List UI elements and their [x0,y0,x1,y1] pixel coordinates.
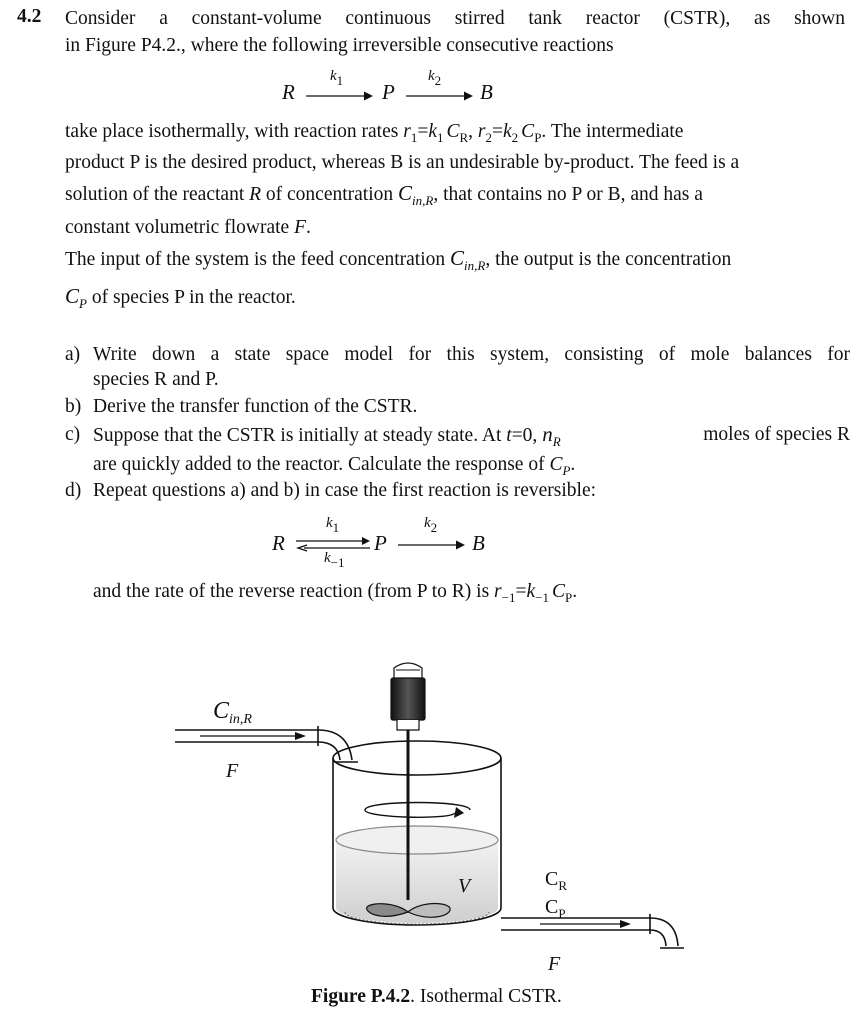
question-d-line-1: Repeat questions a) and b) in case the first reaction is reversible: [93,480,597,501]
reactor-tank [333,741,501,925]
para-line-1-tail: . The intermediate [541,121,684,142]
inlet-flow-label: F [226,760,239,782]
outlet-pipe [501,914,684,948]
species-P: P [382,80,395,104]
species-B: B [480,80,493,104]
forward-arrow-2 [404,90,474,102]
rev-species-P: P [374,531,387,555]
question-c-label: c) [65,424,81,445]
outlet-cp-label: $C_P$ [545,896,566,921]
rate-constant-k2: k [428,68,435,84]
outlet-flow-arrow [620,920,631,928]
para-line-2: product P is the desired product, whereas B is an undesirable by-product. The feed is a [65,152,740,173]
cin-symbol-2: $C_{in,R}$ [450,246,486,273]
question-b-label: b) [65,396,82,417]
intro-line-2: in Figure P4.2., where the following irreversible consecutive reactions [65,35,614,56]
para-line-4: constant volumetric flowrate F. [65,217,311,238]
question-c-line-2: are quickly added to the reactor. Calculate the response of $C_P$. [93,454,576,478]
reversible-reaction-scheme: R $k_1$ $k_{-1}$ P $k_2$ B [272,515,485,570]
inlet-concentration-label: $C_{in,R}$ [213,698,252,727]
question-d-line-2: and the rate of the reverse reaction (from P to R) is $r_{-1}=k_{-1}$ $C_P$. [93,581,578,605]
question-a-line-2: species R and P. [93,369,219,390]
para-line-3: solution of the reactant R of concentration $C_{in,R}$, that contains no P or B, and has a [65,181,703,208]
motor [391,678,425,720]
k1-subscript: 1 [336,73,344,88]
cp-symbol: $C_P$ [65,284,87,311]
nr-symbol: $n_R$ [542,422,561,449]
question-a-line-1: Write down a state space model for this system, consisting of mole balances for [93,344,850,365]
rev-k1: k [326,515,333,531]
para-line-1: take place isothermally, with reaction rates $r_1=k_1$ $C_R$, $r_2=k_2$ $C_P$. The intermediate [65,121,684,145]
para-line-1-text: take place isothermally, with reaction rates [65,121,404,142]
inlet-pipe [175,726,358,762]
question-a-label: a) [65,344,81,365]
intro-line-1: Consider a constant-volume continuous stirred tank reactor (CSTR), as shown [65,8,845,29]
para-line-6: $C_P$ of species P in the reactor. [65,284,296,311]
para-line-5: The input of the system is the feed concentration $C_{in,R}$, the output is the concentration [65,246,732,273]
rev-species-B: B [472,531,485,555]
rate-r-minus-1: $r_{-1}=k_{-1}$ $C_P$ [494,581,573,605]
inlet-flow-arrow [295,732,306,740]
question-b-line-1: Derive the transfer function of the CSTR. [93,396,418,417]
reaction-scheme [270,70,520,110]
cin-symbol: $C_{in,R}$ [398,181,434,208]
species-R: R [282,80,295,104]
figure-caption: Figure P.4.2. Isothermal CSTR. [311,986,562,1007]
rev-k2: k [424,515,431,531]
question-c-line-1: Suppose that the CSTR is initially at steady state. At t=0, $n_R$ moles of species R [93,422,850,449]
swirl-arrow [365,803,470,818]
rate-r1: $r_1=k_1$ $C_R$ [403,121,469,145]
outlet-cr-label: $C_R$ [545,868,568,893]
volume-label: V [458,875,471,897]
rate-constant-k1: k [330,68,337,84]
k2-subscript: 2 [434,73,442,88]
rev-forward-arrow [396,539,466,551]
forward-arrow-1 [304,90,374,102]
outlet-flow-label: F [548,953,561,975]
problem-number: 4.2 [17,6,42,27]
cstr-diagram [0,650,857,990]
rev-k-minus-1: k [324,550,331,566]
rev-species-R: R [272,531,285,555]
question-d-label: d) [65,480,82,501]
rate-r2: $r_2=k_2$ $C_P$ [477,121,542,145]
